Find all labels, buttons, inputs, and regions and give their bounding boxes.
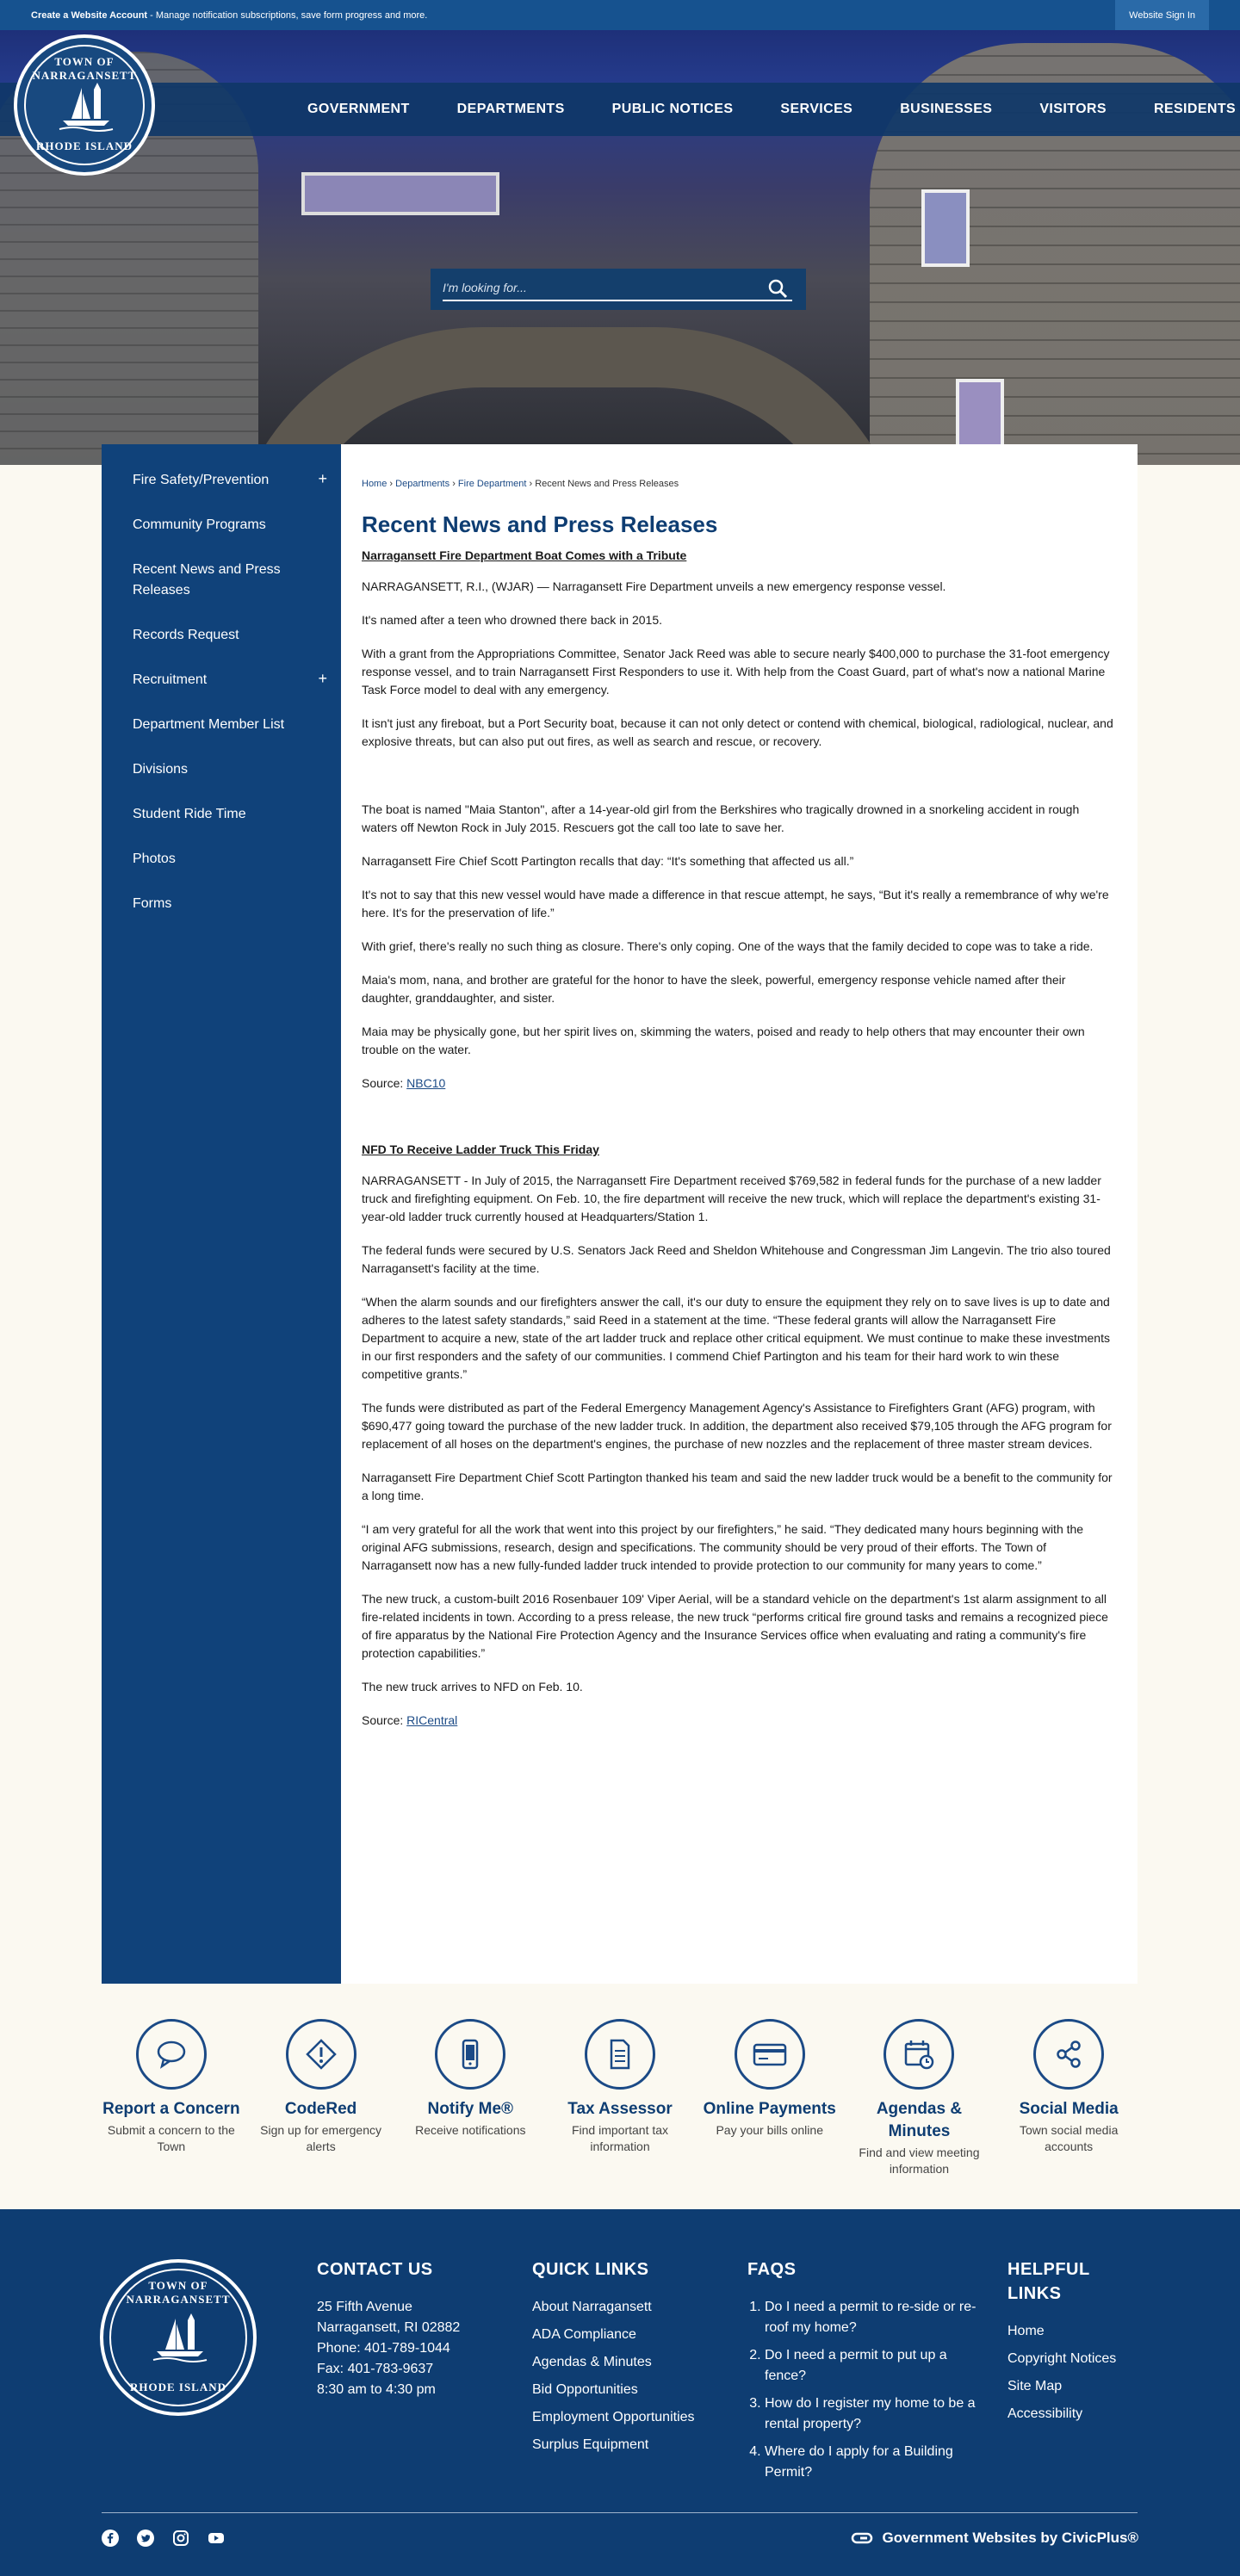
sidebar-item-student-ride-time[interactable]	[102, 792, 341, 837]
hero-window-top	[301, 172, 499, 215]
nav-businesses[interactable]: BUSINESSES	[900, 102, 993, 116]
article-paragraph: It isn't just any fireboat, but a Port Security boat, because it can not only detect or contend with chemical, biological, radiological, nuclear, and explosive threats, but can also put out fires, as well as search and rescue, or recovery.	[362, 716, 1113, 748]
footer-link[interactable]: About Narragansett	[532, 2300, 652, 2314]
quick-link-online-payments[interactable]	[695, 2006, 845, 2204]
quick-link-title: Social Media	[1019, 2100, 1119, 2118]
nav-visitors[interactable]: VISITORS	[1039, 102, 1107, 116]
quick-link-circle	[1033, 2019, 1104, 2090]
spacer	[362, 766, 1117, 801]
nav-departments[interactable]: DEPARTMENTS	[456, 102, 565, 116]
quick-link-report-concern[interactable]	[96, 2006, 246, 2204]
quick-link-circle	[435, 2019, 505, 2090]
article-paragraph: The new truck, a custom-built 2016 Rosenbauer 109' Viper Aerial, will be a standard vehicle on the department's 1st alarm assignment to all fire-related incidents in town. According to a press release, the new truck “performs critical fire ground tasks and remains a recognized piece of fire apparatus by the National Fire Protection Agency and the Insurance Services office when evaluating and rating a community's fire protection capabilities.”	[362, 1592, 1108, 1660]
quick-link-notify-me[interactable]	[395, 2006, 545, 2204]
footer-town-seal	[109, 2269, 247, 2406]
page-title: Recent News and Press Releases	[362, 511, 718, 537]
article-source	[362, 1074, 1117, 1093]
breadcrumb-separator: ›	[389, 479, 394, 489]
sidebar-item-community-programs[interactable]	[102, 503, 341, 548]
account-message	[0, 10, 427, 21]
spacer	[362, 1108, 1117, 1142]
article-paragraph: “When the alarm sounds and our firefighters answer the call, it's our duty to ensure the equipment they rely on to save lives is up to date and adheres to the latest safety standards,” said Reed in a statement at the time. “These federal grants will allow the Narragansett Fire Department to acquire a new, state of the art ladder truck and replace other critical equipment. We must continue to make these investments in our first responders and the safety of our communities. I commend Chief Partington and his team for their hard work to win these competitive grants.”	[362, 1295, 1110, 1381]
footer-helpful-links	[1008, 2257, 1137, 2431]
expand-plus-icon[interactable]: +	[318, 670, 327, 687]
article-paragraph: “I am very grateful for all the work that went into this project by our firefighters,” he said. “They dedicated many hours beginning with the original AFG submissions, research, design and specifications. The community should be very proud of their efforts. The Town of Narragansett now has a new fully-funded ladder truck intended to provide protection to our community for many years to come.”	[362, 1522, 1084, 1572]
footer-heading: FAQS	[747, 2260, 797, 2279]
breadcrumb-departments[interactable]: Departments	[395, 479, 450, 489]
footer-link[interactable]: Employment Opportunities	[532, 2410, 695, 2424]
source-label: Source:	[362, 1713, 407, 1727]
logo-town-name: TOWN OF NARRAGANSETT	[32, 55, 137, 82]
twitter-icon[interactable]	[137, 2530, 154, 2547]
source-link-nbc10[interactable]: NBC10	[406, 1076, 446, 1090]
sailboat-icon	[56, 81, 116, 133]
quick-link-subtitle: Receive notifications	[415, 2123, 526, 2137]
article-title: Narragansett Fire Department Boat Comes with a Tribute	[362, 548, 687, 562]
quick-link-title: Tax Assessor	[567, 2100, 673, 2118]
article-paragraph: It's named after a teen who drowned there back in 2015.	[362, 613, 663, 627]
footer-heading: QUICK LINKS	[532, 2260, 649, 2279]
site-search	[431, 269, 806, 310]
article-title: NFD To Receive Ladder Truck This Friday	[362, 1142, 599, 1156]
article-paragraph: NARRAGANSETT, R.I., (WJAR) — Narragansett Fire Department unveils a new emergency response vessel.	[362, 579, 946, 593]
quick-link-title: Agendas & Minutes	[876, 2100, 963, 2140]
sidebar-item-label: Photos	[133, 851, 176, 866]
footer-link[interactable]: ADA Compliance	[532, 2327, 636, 2342]
footer-link[interactable]: Accessibility	[1008, 2406, 1083, 2421]
quick-link-circle	[136, 2019, 207, 2090]
footer-link[interactable]: Surplus Equipment	[532, 2437, 649, 2452]
breadcrumb-home[interactable]: Home	[362, 479, 388, 489]
sailboat-icon	[150, 2312, 210, 2363]
instagram-icon[interactable]	[172, 2530, 189, 2547]
expand-plus-icon[interactable]: +	[318, 470, 327, 487]
faq-link[interactable]: 1. Do I need a permit to re-side or re-roof my home?	[765, 2297, 980, 2338]
quick-link-title: Report a Concern	[102, 2100, 240, 2118]
department-sidebar	[102, 444, 341, 1984]
quick-link-codered[interactable]	[246, 2006, 396, 2204]
contact-address-line: 25 Fifth Avenue	[317, 2300, 412, 2314]
search-icon[interactable]	[766, 277, 789, 300]
article-paragraph: The funds were distributed as part of the Federal Emergency Management Agency's Assistance to Firefighters Grant (AFG) program, with $690,477 going toward the purchase of the new ladder truck. In addition, the department also received $79,105 through the AFG program for replacement of all hoses on the department's engines, the purchase of new nozzles and the replacement of three master stream devices.	[362, 1401, 1112, 1451]
article-paragraph: With a grant from the Appropriations Committee, Senator Jack Reed was able to secure nearly $400,000 to purchase the 31-foot emergency response vessel, and to train Narragansett First Responders to use it. With help from the Coast Guard, part of what's now a national Marine Task Force model to deal with any emergency.	[362, 647, 1110, 697]
hero-window	[921, 189, 970, 267]
speech-bubble-icon	[154, 2037, 189, 2071]
quick-link-circle	[585, 2019, 655, 2090]
footer-contact	[317, 2257, 506, 2400]
sidebar-item-forms[interactable]	[102, 882, 341, 926]
phone-icon	[453, 2037, 487, 2071]
quick-link-tax-assessor[interactable]	[545, 2006, 695, 2204]
quick-link-agendas-minutes[interactable]	[845, 2006, 995, 2204]
facebook-icon[interactable]	[102, 2530, 119, 2547]
sidebar-item-label: Student Ride Time	[133, 807, 246, 821]
sidebar-item-fire-safety[interactable]	[102, 458, 341, 503]
quick-link-subtitle: Submit a concern to the Town	[107, 2123, 235, 2153]
source-label: Source:	[362, 1076, 407, 1090]
sidebar-item-records-request[interactable]	[102, 613, 341, 658]
quick-link-subtitle: Find important tax information	[571, 2123, 669, 2153]
sidebar-item-recruitment[interactable]	[102, 658, 341, 703]
article-paragraph: The boat is named "Maia Stanton", after a 14-year-old girl from the Berkshires who tragically drowned in a snorkeling accident in rough waters off Newton Rock in July 2015. Rescuers got the call too late to save her.	[362, 802, 1080, 834]
civicplus-logo-icon	[851, 2532, 873, 2544]
logo-state-name: RHODE ISLAND	[35, 139, 133, 152]
sidebar-item-divisions[interactable]	[102, 747, 341, 792]
calendar-clock-icon	[902, 2037, 936, 2071]
nav-public-notices[interactable]: PUBLIC NOTICES	[611, 102, 734, 116]
article-paragraph: NARRAGANSETT - In July of 2015, the Narragansett Fire Department received $769,582 in federal funds for the purchase of a new ladder truck and firefighting equipment. On Feb. 10, the fire department will receive the new truck, which will replace the department's existing 31-year-old ladder truck currently housed at Headquarters/Station 1.	[362, 1173, 1101, 1223]
sidebar-item-label: Recruitment	[133, 672, 208, 687]
nav-services[interactable]: SERVICES	[780, 102, 853, 116]
contact-hours: 8:30 am to 4:30 pm	[317, 2382, 436, 2397]
youtube-icon[interactable]	[208, 2530, 225, 2547]
site-footer	[0, 2209, 1240, 2576]
quick-link-title: Notify Me®	[427, 2100, 514, 2118]
town-logo[interactable]	[14, 34, 155, 176]
logo-state-name: RHODE ISLAND	[129, 2381, 227, 2393]
footer-quick-links	[532, 2257, 704, 2462]
quick-link-subtitle: Find and view meeting information	[859, 2146, 980, 2176]
article-paragraph: Narragansett Fire Department Chief Scott Partington thanked his team and said the new ladder truck would be a benefit to the community for a long time.	[362, 1471, 1113, 1502]
nav-government[interactable]: GOVERNMENT	[307, 102, 410, 116]
sidebar-item-label: Records Request	[133, 628, 239, 642]
civicplus-credit[interactable]	[851, 2530, 1138, 2547]
article-paragraph: Maia's mom, nana, and brother are grateful for the honor to have the sleek, powerful, emergency response vehicle named after their daughter, granddaughter, and sister.	[362, 973, 1066, 1005]
civicplus-text: Government Websites by CivicPlus®	[882, 2530, 1138, 2546]
faq-link[interactable]: 4. Where do I apply for a Building Permit?	[765, 2442, 980, 2483]
sidebar-item-label: Forms	[133, 896, 172, 911]
article-paragraph: It's not to say that this new vessel would have made a difference in that rescue attempt, he says, “But it's really a remembrance of why we're here. It's for the preservation of life.”	[362, 888, 1109, 920]
faq-link[interactable]: 2. Do I need a permit to put up a fence?	[765, 2345, 980, 2387]
social-links	[102, 2530, 243, 2547]
article-paragraph: Maia may be physically gone, but her spirit lives on, skimming the waters, poised and ready to help others that may encounter their own trouble on the water.	[362, 1025, 1085, 1056]
article-source	[362, 1712, 1117, 1730]
hero-banner	[0, 0, 1240, 465]
breadcrumb-current: Recent News and Press Releases	[535, 479, 679, 489]
share-icon	[1051, 2037, 1086, 2071]
credit-card-icon	[751, 2037, 789, 2071]
sidebar-item-label: Fire Safety/Prevention	[133, 473, 270, 487]
breadcrumb-fire-department[interactable]: Fire Department	[457, 479, 527, 489]
article-paragraph: Narragansett Fire Chief Scott Partington recalls that day: “It's something that affected us all.”	[362, 854, 854, 868]
breadcrumb	[362, 465, 1117, 489]
contact-phone: Phone: 401-789-1044	[317, 2341, 450, 2356]
create-account-link[interactable]: Create a Website Account	[31, 9, 148, 21]
footer-link[interactable]: Site Map	[1008, 2379, 1063, 2393]
logo-town-name: TOWN OF NARRAGANSETT	[126, 2279, 231, 2306]
document-icon	[603, 2037, 637, 2071]
main-navigation	[0, 83, 1240, 136]
footer-divider	[102, 2512, 1138, 2513]
footer-heading: CONTACT US	[317, 2260, 433, 2279]
sidebar-item-member-list[interactable]	[102, 703, 341, 747]
sidebar-item-photos[interactable]	[102, 837, 341, 882]
quick-access-bar	[96, 2006, 1144, 2204]
quick-link-title: CodeRed	[284, 2100, 357, 2118]
breadcrumb-separator: ›	[452, 479, 456, 489]
sidebar-item-label: Community Programs	[133, 517, 266, 532]
quick-link-circle	[286, 2019, 356, 2090]
footer-link[interactable]: Home	[1008, 2324, 1045, 2338]
article-paragraph: With grief, there's really no such thing as closure. There's only coping. One of the ways that the family decided to cope was to take a ride.	[362, 939, 1094, 953]
nav-residents[interactable]: RESIDENTS	[1153, 102, 1237, 116]
search-field-wrapper	[443, 276, 792, 301]
contact-fax: Fax: 401-783-9637	[317, 2362, 434, 2376]
contact-address-line: Narragansett, RI 02882	[317, 2320, 461, 2335]
sidebar-item-label: Department Member List	[133, 717, 285, 732]
breadcrumb-separator: ›	[529, 479, 533, 489]
search-input[interactable]	[443, 276, 753, 300]
article-paragraph: The federal funds were secured by U.S. Senators Jack Reed and Sheldon Whitehouse and Congressman Jim Langevin. The trio also toured Narragansett's facility at the time.	[362, 1243, 1111, 1275]
quick-link-subtitle: Sign up for emergency alerts	[260, 2123, 381, 2153]
quick-link-title: Online Payments	[703, 2100, 836, 2118]
footer-logo[interactable]	[100, 2259, 257, 2416]
sidebar-item-label: Divisions	[133, 762, 189, 777]
footer-link[interactable]: Copyright Notices	[1008, 2351, 1117, 2366]
sign-in-button[interactable]: Website Sign In	[1115, 0, 1209, 30]
footer-link[interactable]: Agendas & Minutes	[532, 2355, 652, 2369]
quick-link-circle	[884, 2019, 954, 2090]
alert-diamond-icon	[304, 2037, 338, 2071]
quick-link-social-media[interactable]	[994, 2006, 1144, 2204]
town-seal	[24, 45, 145, 165]
footer-heading: HELPFUL LINKS	[1008, 2260, 1090, 2303]
source-link-ricentral[interactable]: RICentral	[406, 1713, 458, 1727]
top-account-bar	[0, 0, 1240, 30]
faq-link[interactable]: 3. How do I register my home to be a rental property?	[765, 2393, 980, 2435]
sidebar-item-label: Recent News and Press Releases	[133, 562, 281, 598]
quick-link-subtitle: Town social media accounts	[1019, 2123, 1119, 2153]
article-paragraph: The new truck arrives to NFD on Feb. 10.	[362, 1680, 583, 1694]
sidebar-item-recent-news[interactable]	[102, 548, 341, 613]
footer-faqs	[747, 2257, 980, 2490]
quick-link-circle	[735, 2019, 805, 2090]
quick-link-subtitle: Pay your bills online	[716, 2123, 823, 2137]
account-description: - Manage notification subscriptions, save form progress and more.	[147, 9, 428, 21]
main-content	[341, 444, 1138, 1984]
footer-link[interactable]: Bid Opportunities	[532, 2382, 638, 2397]
